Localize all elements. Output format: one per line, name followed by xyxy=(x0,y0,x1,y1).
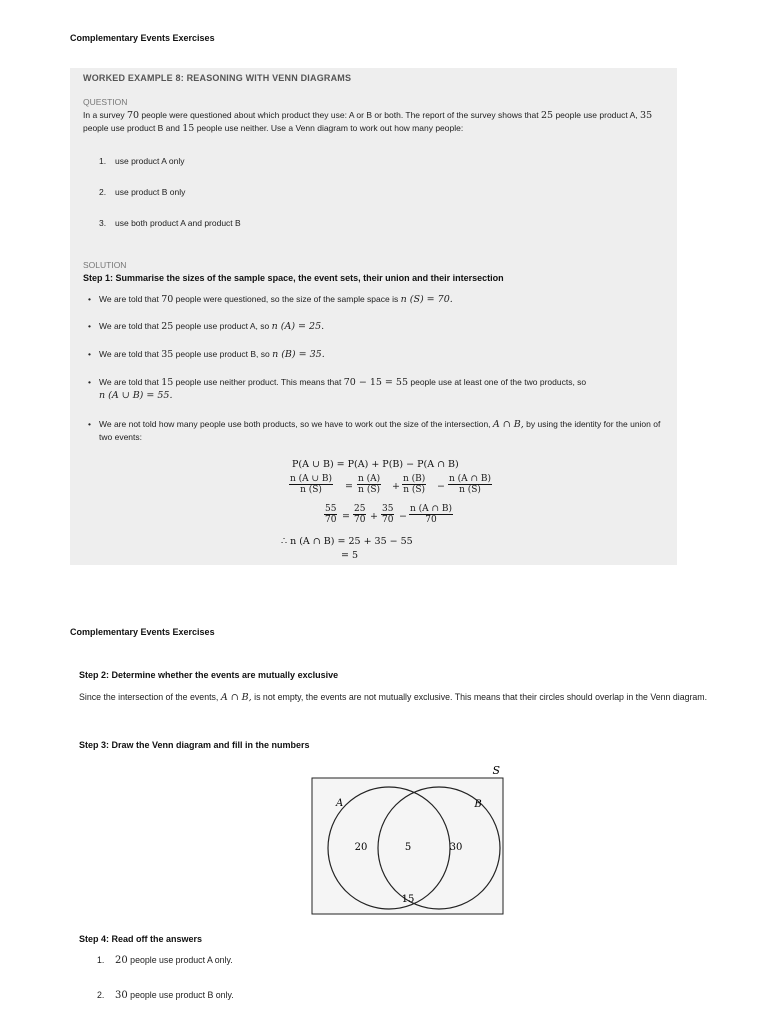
bullet-math: 70 − 15 = 55 xyxy=(343,377,408,388)
bullet-math: n (S) = 70. xyxy=(400,294,453,305)
fraction-numerator: n (B) xyxy=(403,474,426,484)
equation-operator: + xyxy=(370,511,378,522)
venn-diagram xyxy=(310,762,510,918)
bullet-math: n (B) = 35. xyxy=(272,349,325,360)
bullet-dot: • xyxy=(88,294,91,304)
question-number: 35 xyxy=(640,110,653,121)
item-number: 3. xyxy=(99,218,107,228)
question-text-part: people use neither. Use a Venn diagram to work out how many people: xyxy=(194,123,464,133)
item-number: 2. xyxy=(99,187,107,197)
bullet-text: people use neither product. This means that xyxy=(173,377,344,387)
equation-line: ∴ n (A ∩ B) = 25 + 35 − 55 xyxy=(281,536,413,547)
sample-space-label: S xyxy=(492,764,500,777)
equation-operator: = xyxy=(342,511,350,522)
bullet-dot: • xyxy=(88,377,91,387)
bullet-math: n (A) = 25. xyxy=(271,321,325,332)
equation-operator: + xyxy=(392,481,400,492)
bullet-number: 70 xyxy=(161,294,174,305)
fraction-numerator: 25 xyxy=(354,504,366,514)
question-number: 25 xyxy=(540,110,554,121)
fraction-denominator: n (S) xyxy=(403,485,426,495)
fraction-denominator: 70 xyxy=(325,515,337,525)
step2-math: A ∩ B, xyxy=(220,692,252,703)
bullet-text: people use at least one of the two products, so xyxy=(408,377,587,387)
question-label: QUESTION xyxy=(83,97,128,107)
bullet-text: people use product B, so xyxy=(173,349,273,359)
bullet-dot: • xyxy=(88,321,91,331)
equation-line: P(A ∪ B) = P(A) + P(B) − P(A ∩ B) xyxy=(292,459,459,470)
step1-title: Step 1: Summarise the sizes of the sample space, the event sets, their union and their intersection xyxy=(83,273,504,283)
question-text-part: people use product A, xyxy=(553,110,641,120)
bullet-text: by using the identity for the union of two events: xyxy=(99,419,661,442)
fraction xyxy=(448,474,492,495)
equation-operator: − xyxy=(437,481,445,492)
bullet-item xyxy=(88,418,663,444)
bullet-text: We are told that xyxy=(99,377,162,387)
fraction-denominator: n (S) xyxy=(300,485,322,495)
step4-title: Step 4: Read off the answers xyxy=(79,934,203,944)
bullet-item xyxy=(88,348,663,361)
fraction xyxy=(357,474,381,495)
bullet-text: We are not told how many people use both products, so we have to work out the size of the intersection, xyxy=(99,419,493,429)
answer-number: 2. xyxy=(97,990,105,1000)
bullet-text: people use product A, so xyxy=(173,321,272,331)
item-text: use both product A and product B xyxy=(115,218,241,228)
fraction xyxy=(289,474,333,495)
set-b-label: B xyxy=(474,799,482,810)
question-number: 70 xyxy=(126,110,140,121)
fraction-numerator: n (A ∩ B) xyxy=(449,474,492,484)
question-item xyxy=(99,187,185,197)
fraction xyxy=(324,504,337,525)
answer-value: 30 xyxy=(115,990,128,1001)
a-only-value: 20 xyxy=(354,842,368,853)
item-text: use product B only xyxy=(115,187,186,197)
step2-text-part: Since the intersection of the events, xyxy=(79,692,221,702)
fraction-numerator: n (A ∪ B) xyxy=(290,474,333,484)
fraction xyxy=(409,504,453,525)
bullet-item xyxy=(88,376,663,402)
bullet-text: We are told that xyxy=(99,321,162,331)
bullet-item xyxy=(88,320,663,333)
bullet-number: 35 xyxy=(161,349,174,360)
fraction-denominator: n (S) xyxy=(358,485,381,495)
b-only-value: 30 xyxy=(449,842,463,853)
fraction-numerator: n (A) xyxy=(358,474,381,484)
fraction-denominator: 70 xyxy=(354,515,366,525)
question-item xyxy=(99,218,241,228)
answer-text: people use product B only. xyxy=(127,990,234,1000)
neither-value: 15 xyxy=(401,894,415,905)
item-number: 1. xyxy=(99,156,107,166)
solution-label: SOLUTION xyxy=(83,260,127,270)
worked-example-box xyxy=(70,68,677,565)
fraction-numerator: n (A ∩ B) xyxy=(410,504,453,514)
question-text-part: people use product B and xyxy=(83,123,183,133)
equation-operator: − xyxy=(399,511,407,522)
answer-number: 1. xyxy=(97,955,105,965)
bullet-math: A ∩ B, xyxy=(492,419,524,430)
intersection-value: 5 xyxy=(404,842,412,853)
question-text-part: people were questioned about which product they use: A or B or both. The report of the survey shows that xyxy=(139,110,541,120)
question-text xyxy=(83,109,668,135)
step2-title: Step 2: Determine whether the events are mutually exclusive xyxy=(79,670,339,680)
fraction-denominator: 70 xyxy=(425,515,437,525)
bullet-text: We are told that xyxy=(99,349,162,359)
question-number: 15 xyxy=(182,123,195,134)
page-header: Complementary Events Exercises xyxy=(70,33,215,43)
set-a-label: A xyxy=(336,798,344,809)
bullet-text: We are told that xyxy=(99,294,162,304)
bullet-dot: • xyxy=(88,349,91,359)
answer-item xyxy=(97,990,234,1001)
fraction-numerator: 55 xyxy=(325,504,337,514)
equation-block xyxy=(275,453,515,563)
bullet-number: 15 xyxy=(161,377,174,388)
fraction xyxy=(381,504,394,525)
page-header: Complementary Events Exercises xyxy=(70,627,215,637)
example-title: WORKED EXAMPLE 8: REASONING WITH VENN DIAGRAMS xyxy=(83,73,352,83)
question-text-part: In a survey xyxy=(83,110,127,120)
bullet-text: people were questioned, so the size of the sample space is xyxy=(173,294,401,304)
answer-item xyxy=(97,955,233,966)
bullet-number: 25 xyxy=(161,321,174,332)
step3-title: Step 3: Draw the Venn diagram and fill in the numbers xyxy=(79,740,310,750)
fraction xyxy=(353,504,366,525)
bullet-math: n (A ∪ B) = 55. xyxy=(99,390,173,401)
equation-line: = 5 xyxy=(341,550,359,561)
question-item xyxy=(99,156,184,166)
bullet-dot: • xyxy=(88,419,91,429)
fraction-numerator: 35 xyxy=(382,504,394,514)
answer-text: people use product A only. xyxy=(127,955,233,965)
item-text: use product A only xyxy=(115,156,185,166)
step2-text-part: is not empty, the events are not mutually exclusive. This means that their circles should overlap in the Venn diagram. xyxy=(251,692,708,702)
bullet-item xyxy=(88,293,663,306)
equation-operator: = xyxy=(345,481,353,492)
fraction-denominator: n (S) xyxy=(459,485,481,495)
fraction xyxy=(402,474,426,495)
answer-value: 20 xyxy=(115,955,128,966)
step2-text xyxy=(79,690,739,705)
fraction-denominator: 70 xyxy=(382,515,394,525)
